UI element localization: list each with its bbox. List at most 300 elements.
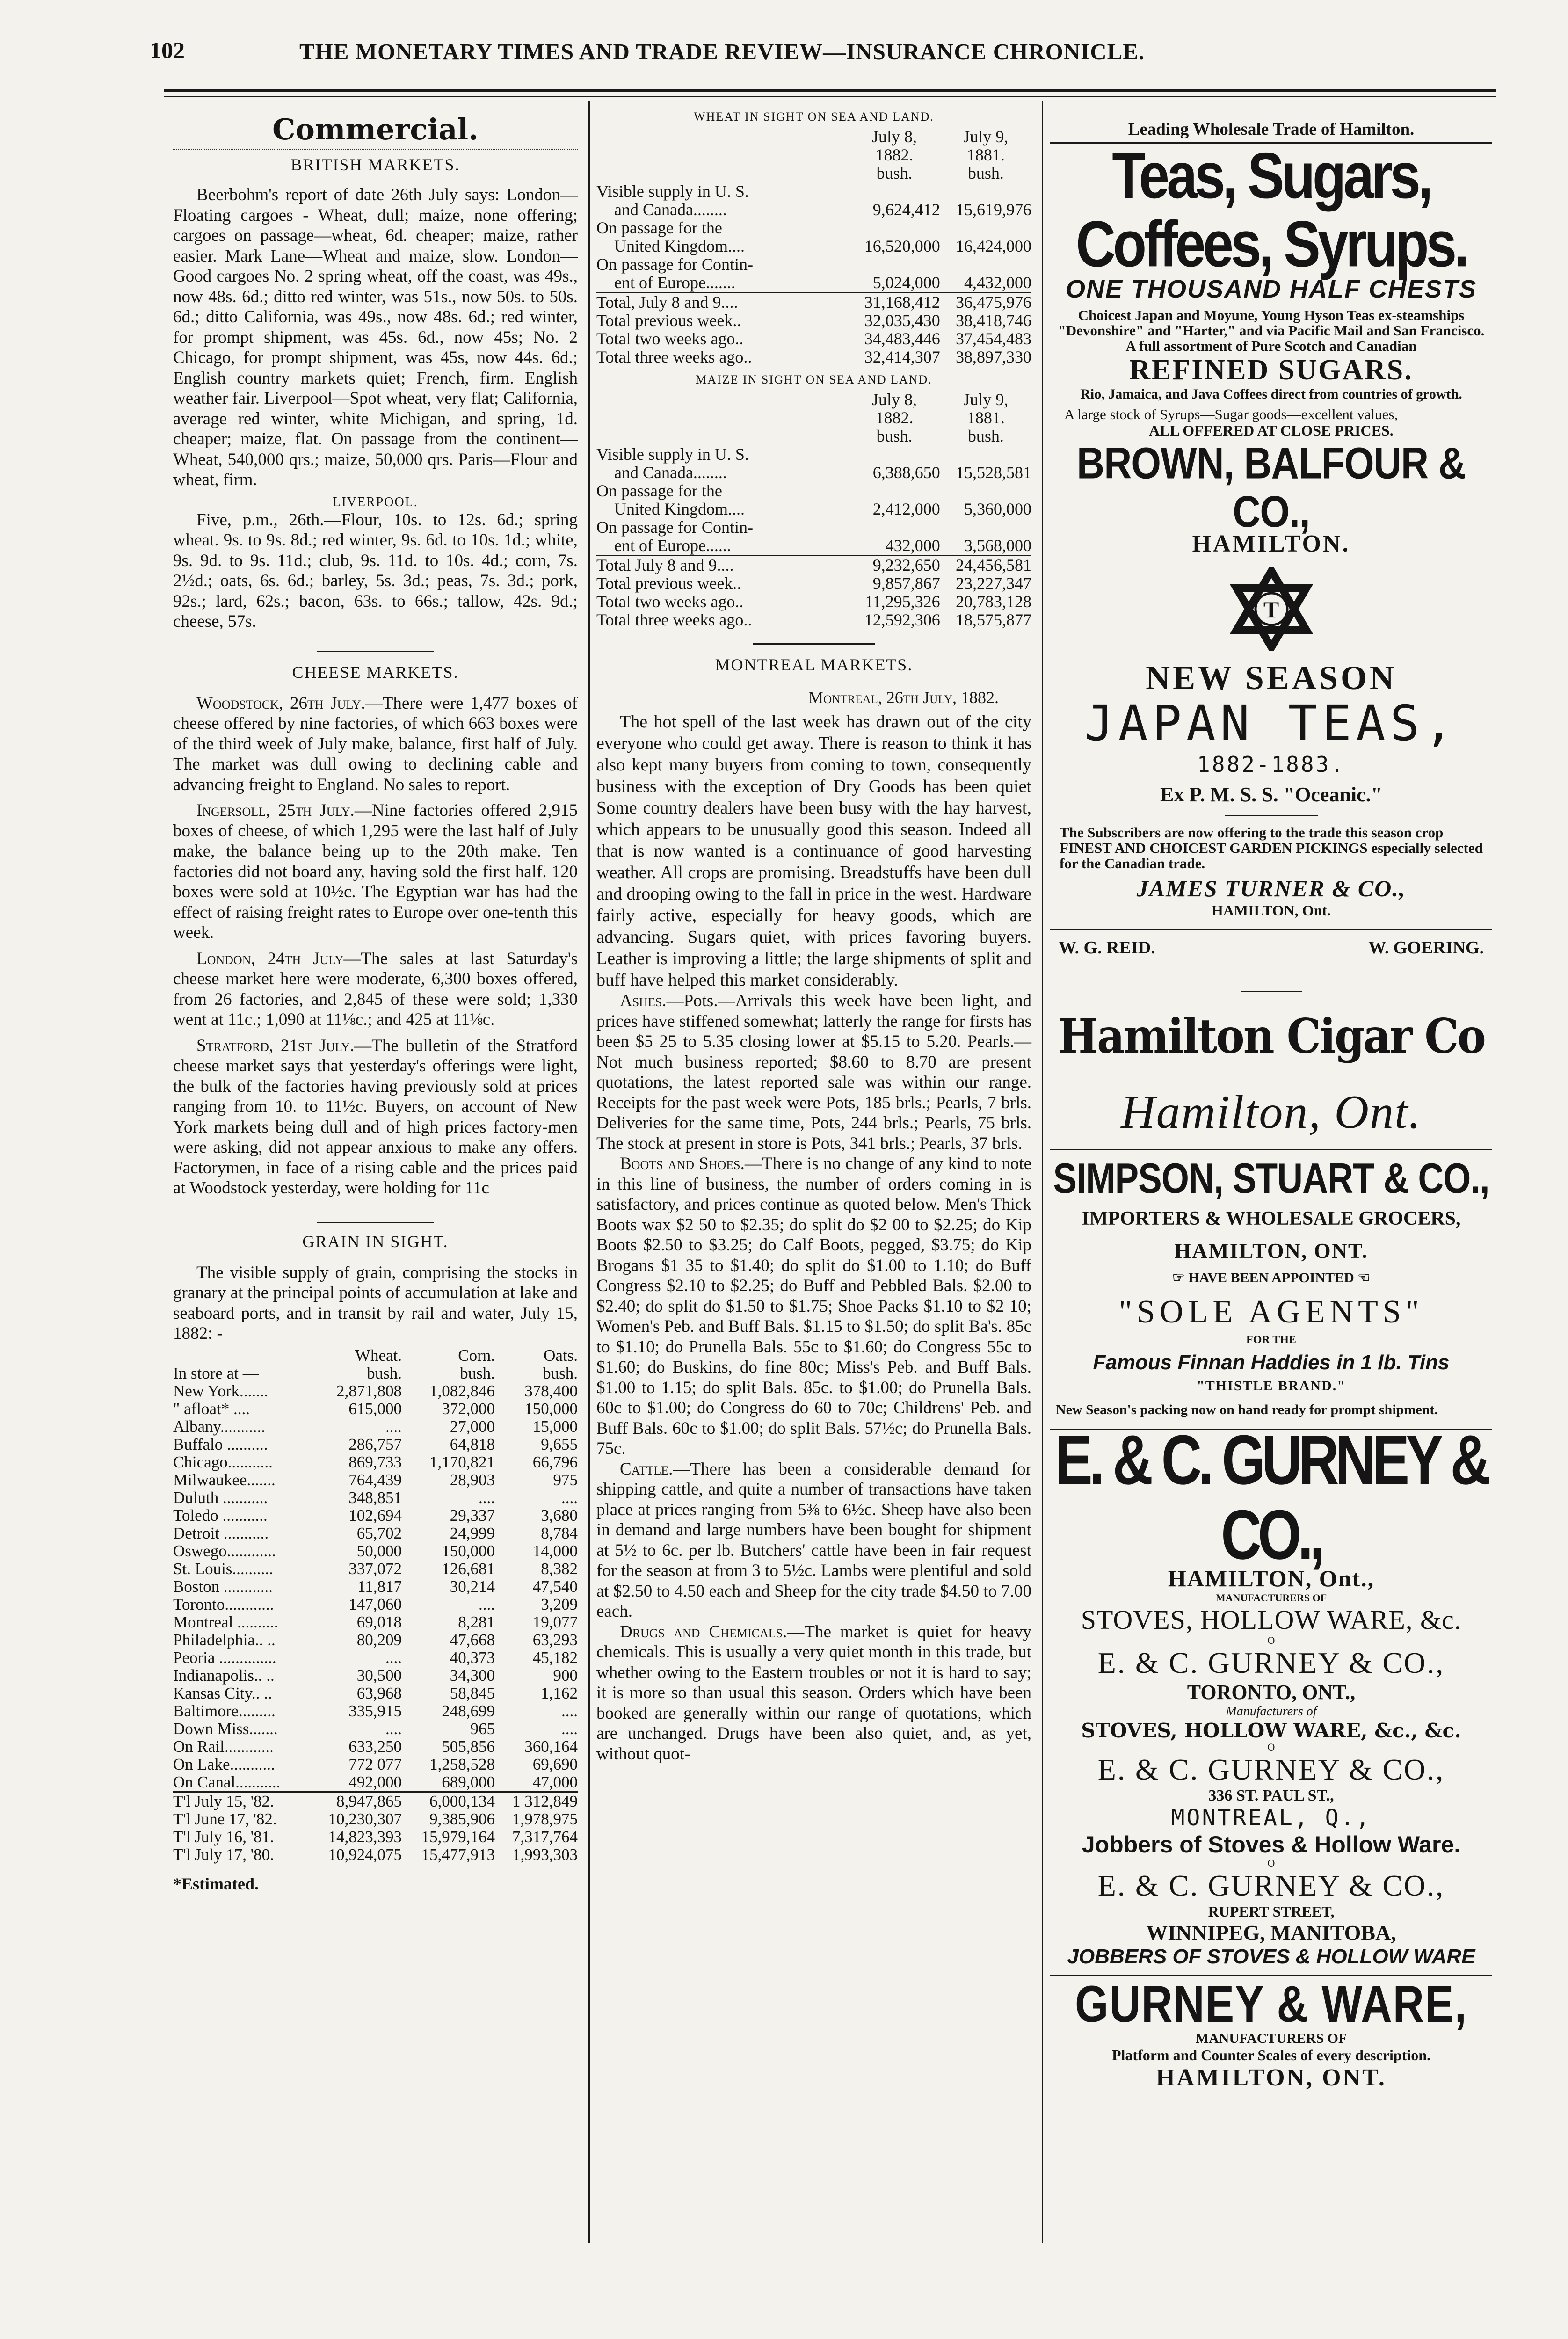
- table-row: [173, 1418, 578, 1436]
- row-label: St. Louis..........: [173, 1559, 273, 1578]
- table-cell: 11,295,326: [865, 592, 940, 611]
- report-text: —The market is quiet for heavy chemicals. This is usually a very quiet month in this trade, but whether owing to the Eastern troubles or not it is hard to say; it is more so than usual this season. Orders which have been booked are generally within our range of quotations, which are unchanged. Drugs have been also quiet, and, as yet, without quot-: [596, 1622, 1031, 1764]
- row-label: Kansas City.. ..: [173, 1684, 272, 1702]
- report-lead: Ashes.: [620, 991, 667, 1010]
- table-row: [596, 391, 1031, 409]
- table-cell: 66,796: [532, 1453, 578, 1471]
- ad-city: WINNIPEG, MANITOBA,: [1146, 1921, 1396, 1945]
- ad-trade: IMPORTERS & WHOLESALE GROCERS,: [1082, 1208, 1461, 1229]
- table-cell: 38,897,330: [956, 348, 1031, 366]
- row-label: On passage for the: [596, 218, 722, 237]
- column-header: 1881.: [966, 408, 1005, 427]
- table-row: [596, 574, 1031, 593]
- ad-new-season: NEW SEASON: [1146, 659, 1397, 697]
- table-row: [173, 1738, 578, 1756]
- table-cell: [940, 482, 1031, 500]
- report-lead: London, 24th July: [196, 949, 344, 968]
- table-row: [596, 274, 1031, 293]
- ad-firm-name: BROWN, BALFOUR & CO.,: [1076, 439, 1466, 537]
- montreal-markets-title: MONTREAL MARKETS.: [715, 655, 913, 674]
- table-cell: 40,373: [450, 1648, 495, 1667]
- table-row: [596, 445, 1031, 464]
- ad-sole-agents: "SOLE AGENTS": [1118, 1294, 1424, 1330]
- ornament-divider: O: [1267, 1634, 1275, 1646]
- table-row: [173, 1720, 578, 1738]
- table-row: [173, 1507, 578, 1525]
- ad-text: Rio, Jamaica, and Java Coffees direct from countries of growth.: [1080, 386, 1462, 402]
- table-row: [596, 593, 1031, 611]
- ad-text: The Subscribers are now offering to the trade this season crop FINEST AND CHOICEST GARDEN PICKINGS especially selected for the Canadian trade.: [1060, 824, 1483, 872]
- table-cell: 11,817: [357, 1577, 402, 1596]
- cheese-report: [173, 693, 578, 795]
- row-label: Total July 8 and 9....: [596, 556, 734, 574]
- table-cell: ....: [561, 1488, 578, 1507]
- partner-name: W. GOERING.: [1368, 938, 1484, 958]
- report-lead: Boots and Shoes.: [620, 1154, 745, 1173]
- cheese-report: [173, 800, 578, 943]
- ad-goods: JOBBERS OF STOVES & HOLLOW WARE: [1067, 1945, 1475, 1968]
- row-label: Total three weeks ago..: [596, 610, 752, 629]
- table-row: [173, 1578, 578, 1596]
- table-row: [596, 500, 1031, 518]
- table-cell: 1,978,975: [512, 1809, 578, 1828]
- report-text: —There is no change of any kind to note in this line of business, the number of orders coming in is satisfactory, and prices continue as quoted below. Men's Thick Boots wax $2 50 to $2.35; do split do $2 00 to $2.25; do Kip Boots $2.50 to $3.25; do Calf Boots, pegged, $3.75; do Kip Brogans $1 35 to $1.40; do split do $1.00 to 1.10; do Buff Congress $2.10 to $2.25; do Buff and Pebbled Bals. $2.00 to $2.40; do split do $1.50 to $1.75; Shoe Packs $1.10 to $2 10; Women's Peb. and Buff Bals. $1.15 to $1.50; do split Ba's. 85c to $1.10; do Prunella Bals. 55c to $1.60; do Congress 55c to $1.60; do Buskins, do fine 80c; Miss's Peb. and Buff Bals. $1.00 to 1.15; do split Bals. 85c. to $1.00; do Prunella Bals. 60c to $1.00; do Congress do 60 to 70c; Childrens' Peb. and Buff Bals. 60c to $1.00; do split Bals. 57½c; do Prunella Bals. 75c.: [596, 1154, 1032, 1458]
- table-cell: 24,456,581: [956, 556, 1031, 574]
- table-row: [596, 146, 1031, 164]
- ad-goods: Jobbers of Stoves & Hollow Ware.: [1082, 1831, 1461, 1858]
- ad-gurney-title: E. & C. GURNEY & CO.,: [1055, 1421, 1488, 1574]
- table-row: [596, 464, 1031, 482]
- ad-mfr: MANUFACTURERS OF: [1195, 2031, 1347, 2046]
- ad-brown-balfour: [1050, 139, 1492, 558]
- table-cell: 29,337: [450, 1506, 495, 1525]
- table-cell: 9,857,867: [872, 574, 940, 593]
- table-row: [596, 556, 1031, 575]
- table-cell: 1,162: [541, 1684, 578, 1702]
- table-cell: 10,924,075: [328, 1845, 402, 1864]
- row-label: Visible supply in U. S.: [596, 182, 749, 201]
- report-text: —There has been a considerable demand for shipping cattle, and quite a number of transactions have taken place at prices ranging from 5⅜ to 6½c. Sheep have also been in demand and large numbers have been bought for shipment at 5½ to 6c. per lb. Butchers' cattle have been in fair request for the season at from 3 to 5½c. Lambs were plentiful and sold at $2.50 to 4.50 each and Sheep for the city trade $4.50 to 7.00 each.: [596, 1459, 1031, 1621]
- table-row: [173, 1756, 578, 1773]
- ad-goods: STOVES, HOLLOW WARE, &c., &c.: [1081, 1719, 1461, 1742]
- ad-mfr: MANUFACTURERS OF: [1215, 1592, 1327, 1604]
- table-cell: ....: [385, 1719, 402, 1738]
- table-cell: 689,000: [442, 1772, 495, 1791]
- column-header: July 8,: [872, 127, 917, 146]
- divider: [1241, 991, 1302, 992]
- table-cell: 2,412,000: [872, 500, 940, 518]
- table-cell: [940, 518, 1031, 537]
- ad-hamilton-cigar: [1050, 937, 1492, 1140]
- table-cell: 8,382: [541, 1559, 578, 1578]
- table-cell: [940, 182, 1031, 201]
- row-label: Baltimore.........: [173, 1701, 276, 1720]
- table-cell: 360,164: [524, 1737, 578, 1756]
- table-cell: 16,520,000: [864, 237, 940, 255]
- row-label: Toronto............: [173, 1595, 274, 1613]
- table-cell: 18,575,877: [956, 610, 1031, 629]
- british-markets-title: BRITISH MARKETS.: [290, 155, 460, 174]
- table-cell: 63,293: [532, 1630, 578, 1649]
- table-row: [173, 1382, 578, 1400]
- table-row: [596, 611, 1031, 629]
- table-cell: 102,694: [348, 1506, 402, 1525]
- ad-goods: STOVES, HOLLOW WARE, &c.: [1081, 1605, 1462, 1635]
- table-row: [173, 1471, 578, 1489]
- row-label: [596, 427, 849, 445]
- liverpool-text: Five, p.m., 26th.—Flour, 10s. to 12s. 6d.; spring wheat. 9s. to 9s. 8d.; red winter, 9s. 6d. to 10s. 1d.; white, 9s. 9d. to 9s. 11d.; club, 9s. 11d. to 10s. 4d.; corn, 7s. 2½d.; oats, 6s. 6d.; barley, 5s. 3d.; peas, 7s. 3d.; pork, 92s.; lard, 62s.; bacon, 63s. to 66s.; tallow, 42s. 9d.; cheese, 57s.: [173, 510, 578, 631]
- column-commercial: [173, 108, 578, 1894]
- table-cell: Wheat.: [355, 1346, 402, 1365]
- ad-text: A large stock of Syrups—Sugar goods—excellent values,: [1064, 406, 1398, 422]
- ad-firm-name: JAMES TURNER & CO.,: [1136, 875, 1406, 901]
- table-cell: ....: [479, 1595, 495, 1613]
- table-row: [596, 128, 1031, 146]
- table-cell: 80,209: [356, 1630, 402, 1649]
- row-label: On Canal...........: [173, 1772, 281, 1791]
- maize-title: MAIZE IN SIGHT ON SEA AND LAND.: [696, 373, 932, 386]
- row-label: New York.......: [173, 1381, 269, 1400]
- table-cell: 24,999: [450, 1524, 495, 1542]
- ad-gurney-ware: [1050, 1976, 1492, 2092]
- table-cell: 9,624,412: [872, 200, 940, 219]
- column-divider-1: [588, 101, 590, 2243]
- row-label: On Lake...........: [173, 1755, 275, 1773]
- ads-heading: Leading Wholesale Trade of Hamilton.: [1128, 120, 1415, 139]
- table-row: [173, 1702, 578, 1720]
- table-cell: [849, 182, 940, 201]
- market-report: [596, 1459, 1031, 1622]
- grain-table: [173, 1347, 578, 1864]
- table-cell: 975: [553, 1470, 578, 1489]
- row-label: Boston ............: [173, 1577, 273, 1596]
- row-label: On passage for the: [596, 481, 722, 500]
- report-lead: Woodstock, 26th July.: [196, 693, 365, 713]
- table-cell: [940, 445, 1031, 464]
- row-label: Total, July 8 and 9....: [596, 293, 738, 312]
- table-cell: 58,845: [450, 1684, 495, 1702]
- british-markets-text: Beerbohm's report of date 26th July says: London—Floating cargoes - Wheat, dull; maize, none offering; cargoes on passage—wheat, 6d. cheaper; maize, rather easier. Mark Lane—Wheat and maize, slow. London—Good cargoes No. 2 spring wheat, off the coast, was 49s., now 48s. 6d.; ditto red winter, was 51s., now 50s. to 50s. 6d.; ditto California, was 49s., now 48s. 6d.; red winter, for prompt shipment, was 45s. 6d., now 45s; No. 2 Chicago, for prompt shipment, was 45s, now 44s. 6d.; English country markets quiet; French, firm. English weather fair. Liverpool—Spot wheat, very flat; California, average red winter, white Michigan, and spring, 1d. cheaper; maize, flat. On passage from the continent—Wheat, 540,000 qrs.; maize, 50,000 qrs. Paris—Flour and wheat, firm.: [173, 185, 578, 489]
- table-cell: 3,209: [541, 1595, 578, 1613]
- row-label: On Rail............: [173, 1737, 274, 1756]
- ad-branch-name: E. & C. GURNEY & CO.,: [1097, 1753, 1445, 1786]
- column-markets: [596, 110, 1031, 1764]
- row-label: In store at —: [173, 1364, 259, 1382]
- table-row: [596, 409, 1031, 427]
- ad-mfr: Manufacturers of: [1226, 1704, 1317, 1719]
- divider: [317, 1222, 434, 1223]
- table-cell: 372,000: [442, 1399, 495, 1418]
- grain-intro: The visible supply of grain, comprising the stocks in granary at the principal points of accumulation at lake and seaboard ports, and in transit by rail and water, July 15, 1882: -: [173, 1263, 578, 1343]
- divider: [1225, 815, 1318, 816]
- table-row: [596, 293, 1031, 312]
- table-cell: 772 077: [348, 1755, 402, 1773]
- column-divider-2: [1042, 101, 1043, 2243]
- ad-city: MONTREAL, Q.,: [1171, 1805, 1372, 1831]
- report-text: —The sales at last Saturday's cheese market here were moderate, 6,300 boxes offered, from 26 factories, and 2,845 of these were sold; 1,330 went at 11c.; 1,090 at 11⅛c.; and 425 at 11⅛c.: [173, 949, 578, 1029]
- column-header: 1882.: [875, 145, 914, 164]
- table-cell: 150,000: [442, 1541, 495, 1560]
- row-label: Total previous week..: [596, 311, 741, 330]
- pointing-hand-icon: ☜: [1357, 1270, 1371, 1286]
- ad-simpson-stuart: [1050, 1155, 1492, 1417]
- table-row: [173, 1542, 578, 1560]
- montreal-markets-body: [596, 991, 1031, 1764]
- ad-ship: Ex P. M. S. S. "Oceanic.": [1160, 783, 1383, 806]
- table-row: [173, 1846, 578, 1864]
- ad-firm-name: SIMPSON, STUART & CO.,: [1053, 1155, 1489, 1203]
- table-cell: ....: [561, 1719, 578, 1738]
- table-row: [173, 1436, 578, 1453]
- divider: [317, 651, 434, 652]
- row-label: and Canada........: [614, 200, 727, 219]
- ad-firm-name: GURNEY & WARE,: [1074, 1976, 1468, 2034]
- table-cell: 47,668: [450, 1630, 495, 1649]
- table-cell: 615,000: [348, 1399, 402, 1418]
- table-cell: 764,439: [348, 1470, 402, 1489]
- table-cell: 126,681: [442, 1559, 495, 1578]
- market-report: [596, 1154, 1031, 1459]
- table-cell: 45,182: [532, 1648, 578, 1667]
- row-label: Detroit ...........: [173, 1524, 269, 1542]
- column-header: bush.: [876, 164, 913, 182]
- ad-cigar-city: Hamilton, Ont.: [1121, 1086, 1422, 1139]
- ad-gurney: [1050, 1421, 1492, 1969]
- row-label: Peoria ..............: [173, 1648, 276, 1667]
- maize-table: [596, 391, 1031, 629]
- table-cell: 30,500: [356, 1666, 402, 1685]
- table-row: [596, 164, 1031, 182]
- table-cell: 34,483,446: [864, 329, 940, 348]
- ad-city: HAMILTON, ONT.: [1156, 2064, 1387, 2091]
- table-cell: 20,783,128: [956, 592, 1031, 611]
- table-cell: 337,072: [348, 1559, 402, 1578]
- table-cell: 28,903: [450, 1470, 495, 1489]
- table-cell: 32,035,430: [864, 311, 940, 330]
- table-row: [173, 1489, 578, 1507]
- table-cell: bush.: [367, 1364, 402, 1382]
- table-cell: 64,818: [450, 1435, 495, 1453]
- column-header: bush.: [967, 427, 1004, 445]
- cheese-report: [173, 1036, 578, 1199]
- ad-text: Choicest Japan and Moyune, Young Hyson Teas ex-steamships "Devonshire" and "Harter," and via Pacific Mail and San Francisco.: [1058, 307, 1485, 339]
- table-cell: 38,418,746: [956, 311, 1031, 330]
- page-number: 102: [150, 37, 185, 63]
- ad-brand: "THISTLE BRAND.": [1197, 1378, 1346, 1394]
- table-cell: 69,690: [532, 1755, 578, 1773]
- table-cell: bush.: [543, 1364, 578, 1382]
- table-cell: 34,300: [450, 1666, 495, 1685]
- ad-refined-sugars: REFINED SUGARS.: [1129, 354, 1413, 386]
- row-label: [173, 1347, 309, 1365]
- table-row: [173, 1685, 578, 1702]
- ad-goods: Platform and Counter Scales of every description.: [1111, 2047, 1431, 2063]
- table-cell: 15,528,581: [956, 463, 1031, 482]
- table-cell: 9,232,650: [872, 556, 940, 574]
- table-cell: 869,733: [348, 1453, 402, 1471]
- ad-text: A full assortment of Pure Scotch and Canadian: [1125, 338, 1417, 354]
- table-cell: 15,477,913: [421, 1845, 495, 1864]
- report-text: —There were 1,477 boxes of cheese offered by nine factories, of which 663 boxes were of the third week of July make, balance, first half of July. The market was dull owing to declining cable and advancing freight to England. No sales to report.: [173, 693, 578, 794]
- table-cell: [940, 219, 1031, 237]
- table-cell: 3,568,000: [964, 536, 1031, 555]
- row-label: ent of Europe......: [614, 536, 731, 555]
- table-row: [596, 330, 1031, 348]
- table-cell: 5,024,000: [872, 273, 940, 292]
- report-text: —Pots.—Arrivals this week have been light, and prices have stiffened somewhat; latterly the range for firsts has been $5 25 to 5.35 closing lower at $5.15 to 5.20. Pearls.—Not much business reported; $8.60 to 8.70 are present quotations, the latest reported sale was within our range. Receipts for the past week were Pots, 185 brls.; Pearls, 7 brls. Deliveries for the same time, Pots, 244 brls.; Pearls, 75 brls. The stock at present in store is Pots, 341 brls.; Pearls, 37 brls.: [596, 991, 1031, 1153]
- column-header: July 9,: [963, 390, 1009, 409]
- report-lead: Stratford, 21st July.: [196, 1036, 355, 1055]
- row-label: T'l July 16, '81.: [173, 1827, 274, 1846]
- divider: [753, 643, 875, 645]
- ad-city: HAMILTON, Ont.: [1211, 902, 1331, 919]
- wheat-title: WHEAT IN SIGHT ON SEA AND LAND.: [694, 110, 934, 123]
- report-lead: Drugs and Chemicals.: [620, 1622, 787, 1642]
- ad-for: FOR THE: [1246, 1334, 1296, 1346]
- ad-address: RUPERT STREET,: [1208, 1903, 1335, 1920]
- table-row: [596, 427, 1031, 445]
- table-cell: Corn.: [458, 1346, 495, 1365]
- row-label: ent of Europe.......: [614, 273, 735, 292]
- ad-city: HAMILTON, Ont.,: [1168, 1565, 1375, 1591]
- cheese-report: [173, 949, 578, 1030]
- ad-branch-name: E. & C. GURNEY & CO.,: [1097, 1869, 1445, 1902]
- table-cell: 37,454,483: [956, 329, 1031, 348]
- partner-name: W. G. REID.: [1059, 938, 1155, 958]
- row-label: [596, 164, 849, 182]
- row-label: [596, 128, 849, 146]
- table-row: [173, 1828, 578, 1846]
- ad-famous: Famous Finnan Haddies in 1 lb. Tins: [1093, 1351, 1450, 1374]
- row-label: and Canada........: [614, 463, 727, 482]
- table-cell: 19,077: [532, 1613, 578, 1631]
- row-label: Visible supply in U. S.: [596, 445, 749, 464]
- table-row: [173, 1649, 578, 1667]
- montreal-intro: The hot spell of the last week has drawn out of the city everyone who could get away. There is reason to think it has also kept many buyers from coming to town, consequently business with the exception of Dry Goods has been quiet Some country dealers have been busy with the hay harvest, which appears to be unusually good this season. Indeed all that is now wanted is a continuance of good harvesting weather. All crops are promising. Breadstuffs have been dull and drooping owing to the fall in price in the west. Hardware fairly active, especially for heavy goods, which are advancing. Sugars quiet, with prices favoring buyers. Leather is improving a little; the large shipments of split and buff have helped this market considerably.: [596, 712, 1031, 990]
- table-cell: 965: [470, 1719, 495, 1738]
- row-label: T'l July 15, '82.: [173, 1792, 274, 1810]
- table-cell: 248,699: [442, 1701, 495, 1720]
- table-row: [173, 1400, 578, 1418]
- table-cell: [849, 518, 940, 537]
- table-cell: 1,258,528: [429, 1755, 495, 1773]
- ad-rule: [1050, 1149, 1492, 1150]
- montreal-dateline: Montreal, 26th July, 1882.: [808, 688, 999, 707]
- row-label: Total two weeks ago..: [596, 592, 744, 611]
- table-cell: 7,317,764: [512, 1827, 578, 1846]
- table-cell: 14,823,393: [328, 1827, 402, 1846]
- ad-city: HAMILTON.: [1192, 530, 1350, 557]
- table-cell: 63,968: [356, 1684, 402, 1702]
- column-header: bush.: [967, 164, 1004, 182]
- ad-city: HAMILTON, ONT.: [1174, 1239, 1368, 1263]
- table-cell: 15,979,164: [421, 1827, 495, 1846]
- ad-text: ALL OFFERED AT CLOSE PRICES.: [1149, 422, 1394, 439]
- table-row: [173, 1773, 578, 1792]
- table-row: [173, 1613, 578, 1631]
- table-row: [596, 312, 1031, 330]
- table-cell: 50,000: [356, 1541, 402, 1560]
- ad-appointed: HAVE BEEN APPOINTED: [1188, 1270, 1354, 1286]
- table-cell: 65,702: [356, 1524, 402, 1542]
- ad-years: 1882-1883.: [1197, 752, 1345, 777]
- row-label: Total previous week..: [596, 574, 741, 593]
- row-label: T'l July 17, '80.: [173, 1845, 274, 1864]
- table-cell: 147,060: [348, 1595, 402, 1613]
- row-label: [596, 146, 849, 164]
- wheat-table: [596, 128, 1031, 366]
- ad-subtitle: ONE THOUSAND HALF CHESTS: [1065, 275, 1477, 303]
- table-cell: ....: [385, 1648, 402, 1667]
- section-title: Commercial.: [272, 112, 479, 146]
- table-cell: 1,170,821: [429, 1453, 495, 1471]
- cheese-markets-title: CHEESE MARKETS.: [292, 662, 459, 682]
- table-cell: [849, 482, 940, 500]
- table-cell: 6,388,650: [872, 463, 940, 482]
- row-label: Buffalo ..........: [173, 1435, 268, 1453]
- report-text: —Nine factories offered 2,915 boxes of cheese, of which 1,295 were the last half of July make, the balance being up to the 20th make. Ten factories did not board any, having sold the first half. 120 boxes were sold at 10½c. The Egyptian war has had the effect of raising freight rates to Europe over one-tenth this week.: [173, 801, 578, 942]
- table-row: [173, 1347, 578, 1365]
- ad-branch-name: E. & C. GURNEY & CO.,: [1097, 1646, 1445, 1679]
- table-cell: 4,432,000: [964, 273, 1031, 292]
- row-label: Chicago...........: [173, 1453, 273, 1471]
- table-row: [173, 1596, 578, 1613]
- table-cell: 8,784: [541, 1524, 578, 1542]
- row-label: Indianapolis.. ..: [173, 1666, 275, 1685]
- row-label: Oswego............: [173, 1541, 276, 1560]
- ornament-divider: O: [1267, 1857, 1275, 1869]
- header-rule-thin: [164, 96, 1496, 97]
- row-label: Total three weeks ago..: [596, 348, 752, 366]
- row-label: Toledo ...........: [173, 1506, 268, 1525]
- table-cell: 47,000: [532, 1772, 578, 1791]
- table-row: [173, 1810, 578, 1828]
- table-row: [596, 518, 1031, 537]
- table-cell: 15,000: [532, 1417, 578, 1436]
- table-cell: 9,385,906: [429, 1809, 495, 1828]
- table-cell: 8,281: [458, 1613, 495, 1631]
- market-report: [596, 991, 1031, 1154]
- table-row: [596, 219, 1031, 237]
- table-cell: ....: [561, 1701, 578, 1720]
- ad-address: 336 ST. PAUL ST.,: [1208, 1787, 1334, 1804]
- table-row: [173, 1631, 578, 1649]
- page-title: THE MONETARY TIMES AND TRADE REVIEW—INSURANCE CHRONICLE.: [299, 39, 1145, 65]
- table-row: [173, 1560, 578, 1578]
- table-cell: ....: [479, 1488, 495, 1507]
- table-cell: bush.: [460, 1364, 495, 1382]
- report-text: —The bulletin of the Stratford cheese market says that yesterday's offerings were light, the bulk of the factories having previously sold at prices ranging from 10. to 11½c. Buyers, on account of New York markets being dull and of high prices factory-men were asking, did not appear anxious to make any offers. Factorymen, in face of a rising cable and the prices paid at Woodstock yesterday, were holding for 11c: [173, 1036, 578, 1198]
- table-cell: 5,360,000: [964, 500, 1031, 518]
- column-header: 1881.: [966, 145, 1005, 164]
- grain-in-sight-title: GRAIN IN SIGHT.: [302, 1232, 449, 1251]
- table-cell: [940, 255, 1031, 274]
- table-cell: 15,619,976: [956, 200, 1031, 219]
- table-cell: 633,250: [348, 1737, 402, 1756]
- table-row: [173, 1365, 578, 1382]
- table-cell: [849, 255, 940, 274]
- table-cell: Oats.: [544, 1346, 578, 1365]
- table-cell: 2,871,808: [336, 1381, 402, 1400]
- row-label: On passage for Contin-: [596, 518, 753, 537]
- table-cell: 47,540: [532, 1577, 578, 1596]
- table-cell: 6,000,134: [429, 1792, 495, 1810]
- table-cell: 14,000: [532, 1541, 578, 1560]
- row-label: " afloat* ....: [173, 1399, 250, 1418]
- column-header: 1882.: [875, 408, 914, 427]
- report-lead: Ingersoll, 25th July.: [196, 801, 355, 820]
- ad-rule: [1050, 929, 1492, 930]
